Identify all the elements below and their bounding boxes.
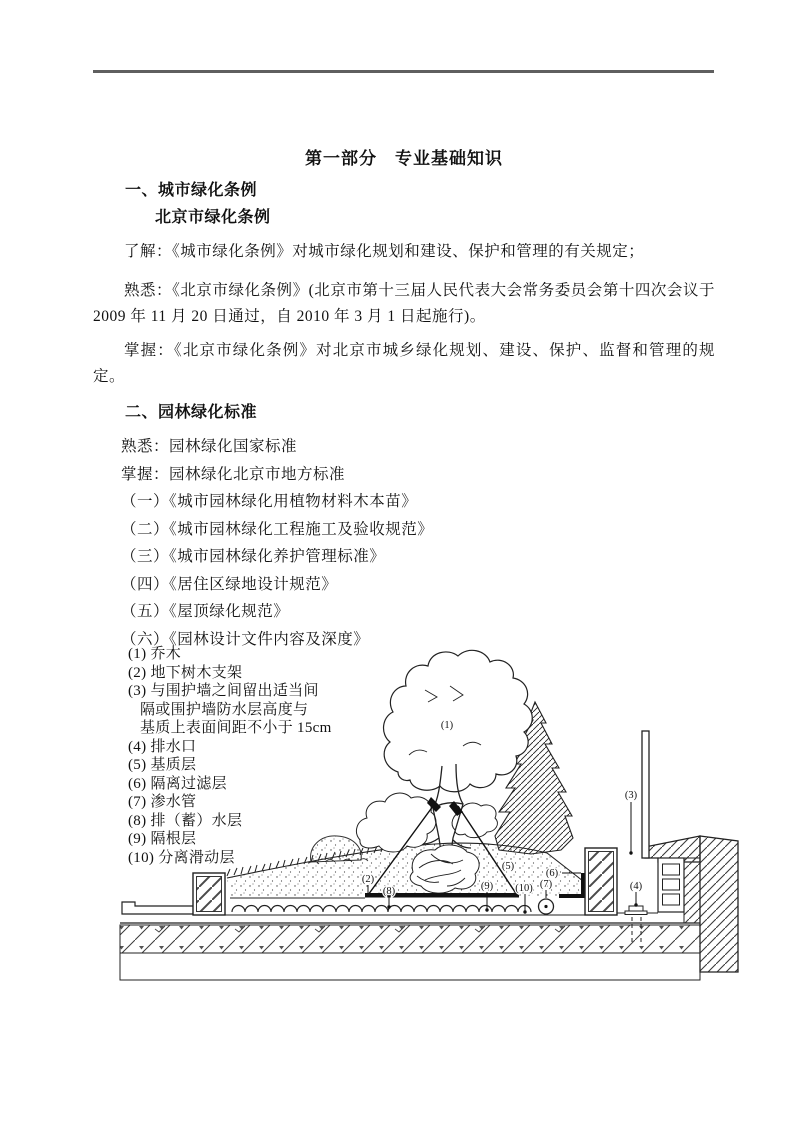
standard-line: （五）《屋顶绿化规范》 xyxy=(121,603,290,620)
section2-heading: 二、园林绿化标准 xyxy=(125,404,258,421)
wall-flashing xyxy=(642,731,649,858)
legend-line: (2) 地下树木支架 xyxy=(128,664,243,681)
wall-outer-mass xyxy=(700,836,738,972)
legend-line: (4) 排水口 xyxy=(128,738,197,755)
callout-2: (2) xyxy=(361,874,375,885)
paragraph-zhangwo: 掌握：《北京市绿化条例》对北京市城乡绿化规划、建设、保护、监督和管理的规定。 xyxy=(93,342,715,385)
right-curb xyxy=(585,848,617,915)
callout-1: (1) xyxy=(440,720,454,731)
callout-6: (6) xyxy=(545,868,559,879)
text-column xyxy=(93,148,715,653)
paragraph-liaojie: 了解：《城市绿化条例》对城市绿化规划和建设、保护和管理的有关规定； xyxy=(124,243,645,260)
callout-9: (9) xyxy=(480,881,494,892)
callout-4: (4) xyxy=(629,881,643,892)
section1-subheading: 北京市绿化条例 xyxy=(155,209,271,226)
legend-line: (1) 乔木 xyxy=(128,646,182,662)
standard-line: 熟悉：园林绿化国家标准 xyxy=(121,438,298,455)
legend-line: 隔或围护墙防水层高度与 xyxy=(140,701,309,718)
legend-line: 基质上表面间距不小于 15cm xyxy=(140,720,332,736)
root-ball xyxy=(410,845,479,893)
legend-line: (5) 基质层 xyxy=(128,757,197,773)
callout-10: (10) xyxy=(515,883,533,894)
standard-line: （二）《城市园林绿化工程施工及验收规范》 xyxy=(121,520,434,538)
legend-line: (7) 渗水管 xyxy=(128,794,197,810)
legend-line: (3) 与围护墙之间留出适当间 xyxy=(128,683,319,699)
page-title: 第一部分 专业基础知识 xyxy=(305,149,503,168)
left-ledge xyxy=(122,902,193,914)
callout-8: (8) xyxy=(382,886,396,897)
standard-line: （四）《居住区绿地设计规范》 xyxy=(121,575,338,593)
callout-7: (7) xyxy=(539,879,553,890)
legend-line: (9) 隔根层 xyxy=(128,831,197,847)
green-roof-figure xyxy=(95,640,745,990)
section1-heading: 一、城市绿化条例 xyxy=(125,182,258,199)
tree-crown xyxy=(384,650,533,791)
drainage-layer xyxy=(225,898,587,915)
standard-line: （一）《城市园林绿化用植物材料木本苗》 xyxy=(121,493,418,510)
standard-line: 掌握：园林绿化北京市地方标准 xyxy=(121,465,346,483)
perforated-pipe xyxy=(539,899,554,914)
wall-brick-leaf xyxy=(658,858,684,912)
legend-line: (10) 分离滑动层 xyxy=(128,849,235,866)
legend-line: (6) 隔离过滤层 xyxy=(128,775,227,792)
standards-list xyxy=(121,433,715,653)
standard-line: （六）《园林设计文件内容及深度》 xyxy=(121,630,370,648)
callout-5: (5) xyxy=(501,861,515,872)
legend-line: (8) 排（蓄）水层 xyxy=(128,812,243,829)
left-curb xyxy=(193,873,225,915)
header-rule xyxy=(93,70,714,73)
roof-slab xyxy=(120,923,700,980)
standard-line: （三）《城市园林绿化养护管理标准》 xyxy=(121,548,386,565)
figure-legend xyxy=(128,645,332,867)
callout-3: (3) xyxy=(624,790,638,801)
paragraph-shuxi: 熟悉：《北京市绿化条例》(北京市第十三届人民代表大会常务委员会第十四次会议于 2009 年 11 月 20 日通过，自 2010 年 3 月 1 日起施行)。 xyxy=(93,282,715,325)
bush-left xyxy=(356,793,435,852)
